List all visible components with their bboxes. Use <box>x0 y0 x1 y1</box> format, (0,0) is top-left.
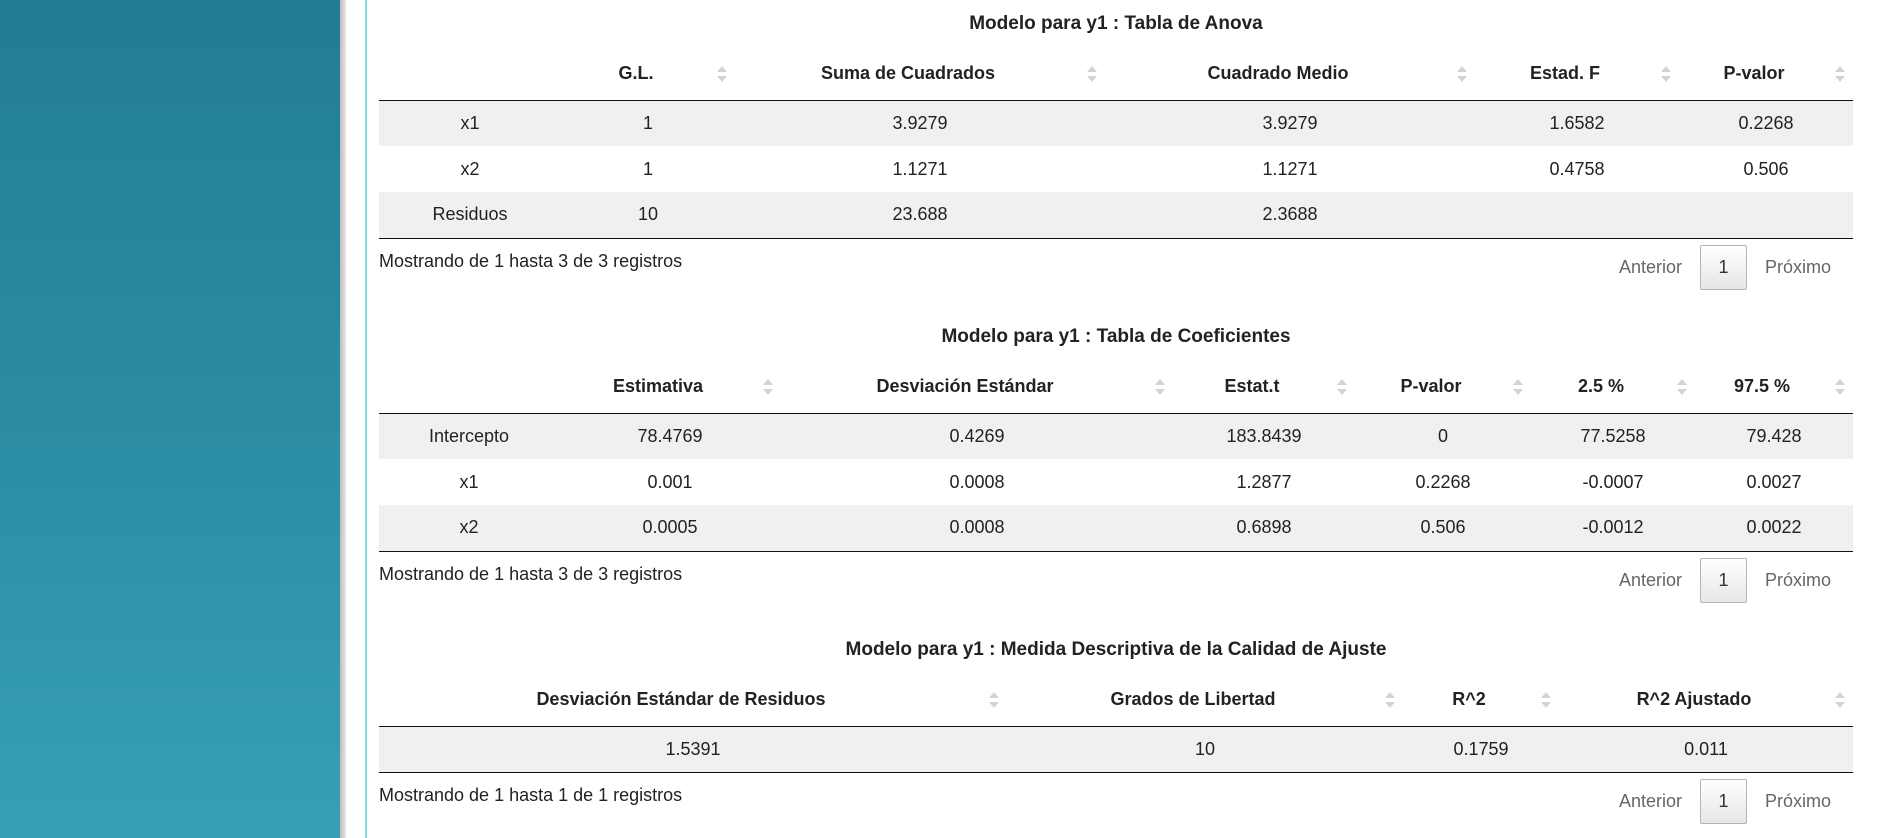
fit-col-r2[interactable] <box>1403 674 1559 726</box>
sort-icon <box>1835 691 1845 709</box>
sort-icon <box>763 378 773 396</box>
table-cell: 0.506 <box>1355 505 1531 551</box>
table-cell: 0.6898 <box>1173 505 1355 551</box>
previous-button[interactable]: Anterior <box>1618 790 1682 811</box>
sort-icon <box>1835 65 1845 83</box>
table-cell: 0.011 <box>1559 726 1853 772</box>
anova-col-rowname[interactable] <box>379 48 561 100</box>
coef-col-estimativa[interactable] <box>559 361 781 413</box>
column-label: Estat.t <box>1224 376 1280 397</box>
table-cell: 0.4758 <box>1549 158 1605 179</box>
sort-icon <box>1087 65 1097 83</box>
coef-table <box>379 361 1853 552</box>
anova-table <box>379 48 1853 239</box>
table-cell: 77.5258 <box>1531 413 1695 459</box>
column-label: G.L. <box>618 63 654 84</box>
table-cell: 0 <box>1355 413 1531 459</box>
fit-col-r2-ajustado[interactable] <box>1559 674 1853 726</box>
table-cell: 1.5391 <box>379 726 1007 772</box>
coef-col-desviacion-estandar[interactable] <box>781 361 1173 413</box>
sort-icon <box>989 691 999 709</box>
pagination <box>1601 558 1849 603</box>
column-label: 2.5 % <box>1577 376 1625 397</box>
column-label: Desviación Estándar <box>876 376 1054 397</box>
sort-icon <box>1661 65 1671 83</box>
table-cell: 0.0027 <box>1746 471 1802 492</box>
coef-col-estat-t[interactable] <box>1173 361 1355 413</box>
table-cell: 2.3688 <box>1105 192 1475 238</box>
table-cell: -0.0007 <box>1582 471 1644 492</box>
table-cell: 0.2268 <box>1415 471 1471 492</box>
page-button-1[interactable]: 1 <box>1700 779 1747 824</box>
next-button[interactable]: Próximo <box>1764 256 1831 277</box>
table-cell: 0.0005 <box>559 505 781 551</box>
table-cell: x1 <box>379 100 561 146</box>
anova-col-p-valor[interactable] <box>1679 48 1853 100</box>
table-cell: 1.2877 <box>1236 471 1292 492</box>
sort-icon <box>1385 691 1395 709</box>
sidebar-divider <box>340 0 346 838</box>
page-button-1[interactable]: 1 <box>1700 558 1747 603</box>
coef-col-p-valor[interactable] <box>1355 361 1531 413</box>
table-cell: 1.1271 <box>1262 158 1318 179</box>
table-cell: 0.506 <box>1743 158 1789 179</box>
sort-icon <box>1541 691 1551 709</box>
coef-col-97-5[interactable] <box>1695 361 1853 413</box>
coef-table-block <box>379 313 1853 602</box>
sort-icon <box>1677 378 1687 396</box>
table-cell: x1 <box>459 471 479 492</box>
pagination <box>1601 245 1849 290</box>
sidebar <box>0 0 340 838</box>
table-cell: Intercepto <box>379 413 559 459</box>
next-button[interactable]: Próximo <box>1764 790 1831 811</box>
table-row <box>379 146 1853 192</box>
sort-icon <box>1337 378 1347 396</box>
coef-header-row <box>379 361 1853 413</box>
column-label: R^2 Ajustado <box>1636 689 1752 710</box>
coef-col-2-5[interactable] <box>1531 361 1695 413</box>
table-cell: -0.0012 <box>1531 505 1695 551</box>
table-cell: 0.4269 <box>781 413 1173 459</box>
pagination <box>1601 779 1849 824</box>
column-label: Desviación Estándar de Residuos <box>536 689 826 710</box>
table-cell <box>1475 192 1679 238</box>
column-label: 97.5 % <box>1733 376 1791 397</box>
previous-button[interactable]: Anterior <box>1618 569 1682 590</box>
previous-button[interactable]: Anterior <box>1618 256 1682 277</box>
column-label: Estimativa <box>612 376 704 397</box>
anova-col-cuadrado-medio[interactable] <box>1105 48 1475 100</box>
fit-header-row <box>379 674 1853 726</box>
table-info: Mostrando de 1 hasta 3 de 3 registros <box>379 250 683 271</box>
column-label: R^2 <box>1452 689 1486 710</box>
table-row <box>379 459 1853 505</box>
table-cell: Residuos <box>379 192 561 238</box>
table-row <box>379 726 1853 772</box>
sort-icon <box>1155 378 1165 396</box>
table-cell <box>1679 192 1853 238</box>
column-label: Grados de Libertad <box>1110 689 1276 710</box>
anova-table-footer <box>379 239 1853 289</box>
table-row <box>379 192 1853 238</box>
anova-header-row <box>379 48 1853 100</box>
next-button[interactable]: Próximo <box>1764 569 1831 590</box>
column-label: Estad. F <box>1529 63 1600 84</box>
table-cell: 0.2268 <box>1679 100 1853 146</box>
table-cell: 1 <box>561 100 735 146</box>
table-cell: x2 <box>460 158 480 179</box>
table-cell: 0.001 <box>647 471 693 492</box>
table-cell: 10 <box>1007 726 1403 772</box>
table-cell: 0.0022 <box>1695 505 1853 551</box>
table-cell: 3.9279 <box>735 100 1105 146</box>
anova-col-suma-cuadrados[interactable] <box>735 48 1105 100</box>
table-row <box>379 413 1853 459</box>
fit-col-grados-libertad[interactable] <box>1007 674 1403 726</box>
sort-icon <box>1513 378 1523 396</box>
coef-col-rowname[interactable] <box>379 361 559 413</box>
fit-table-footer <box>379 773 1853 823</box>
results-panel <box>365 0 1879 838</box>
coef-table-footer <box>379 552 1853 602</box>
column-label: Cuadrado Medio <box>1207 63 1349 84</box>
table-row <box>379 100 1853 146</box>
table-cell: 23.688 <box>735 192 1105 238</box>
table-cell: 1.1271 <box>892 158 948 179</box>
table-cell: 1 <box>642 158 653 179</box>
coef-table-title: Modelo para y1 : Tabla de Coeficientes <box>941 326 1291 347</box>
table-cell: 78.4769 <box>559 413 781 459</box>
fit-col-desviacion-residuos[interactable] <box>379 674 1007 726</box>
table-cell: 0.0008 <box>781 505 1173 551</box>
sort-icon <box>717 65 727 83</box>
table-cell: 0.1759 <box>1403 726 1559 772</box>
anova-col-gl[interactable] <box>561 48 735 100</box>
fit-table-title: Modelo para y1 : Medida Descriptiva de la Calidad de Ajuste <box>845 639 1387 660</box>
table-cell: 3.9279 <box>1105 100 1475 146</box>
table-row <box>379 505 1853 551</box>
page-button-1[interactable]: 1 <box>1700 245 1747 290</box>
fit-table-block <box>379 626 1853 823</box>
table-cell: 1.6582 <box>1475 100 1679 146</box>
table-cell: 10 <box>561 192 735 238</box>
table-info: Mostrando de 1 hasta 1 de 1 registros <box>379 784 683 805</box>
anova-table-title: Modelo para y1 : Tabla de Anova <box>969 13 1263 34</box>
anova-table-block <box>379 0 1853 289</box>
column-label: P-valor <box>1400 376 1462 397</box>
table-cell: 183.8439 <box>1173 413 1355 459</box>
table-cell: 79.428 <box>1695 413 1853 459</box>
column-label: Suma de Cuadrados <box>820 63 996 84</box>
table-info: Mostrando de 1 hasta 3 de 3 registros <box>379 563 683 584</box>
sort-icon <box>1835 378 1845 396</box>
table-cell: x2 <box>379 505 559 551</box>
fit-table <box>379 674 1853 773</box>
table-cell: 0.0008 <box>949 471 1005 492</box>
anova-col-estad-f[interactable] <box>1475 48 1679 100</box>
column-label: P-valor <box>1723 63 1785 84</box>
sort-icon <box>1457 65 1467 83</box>
